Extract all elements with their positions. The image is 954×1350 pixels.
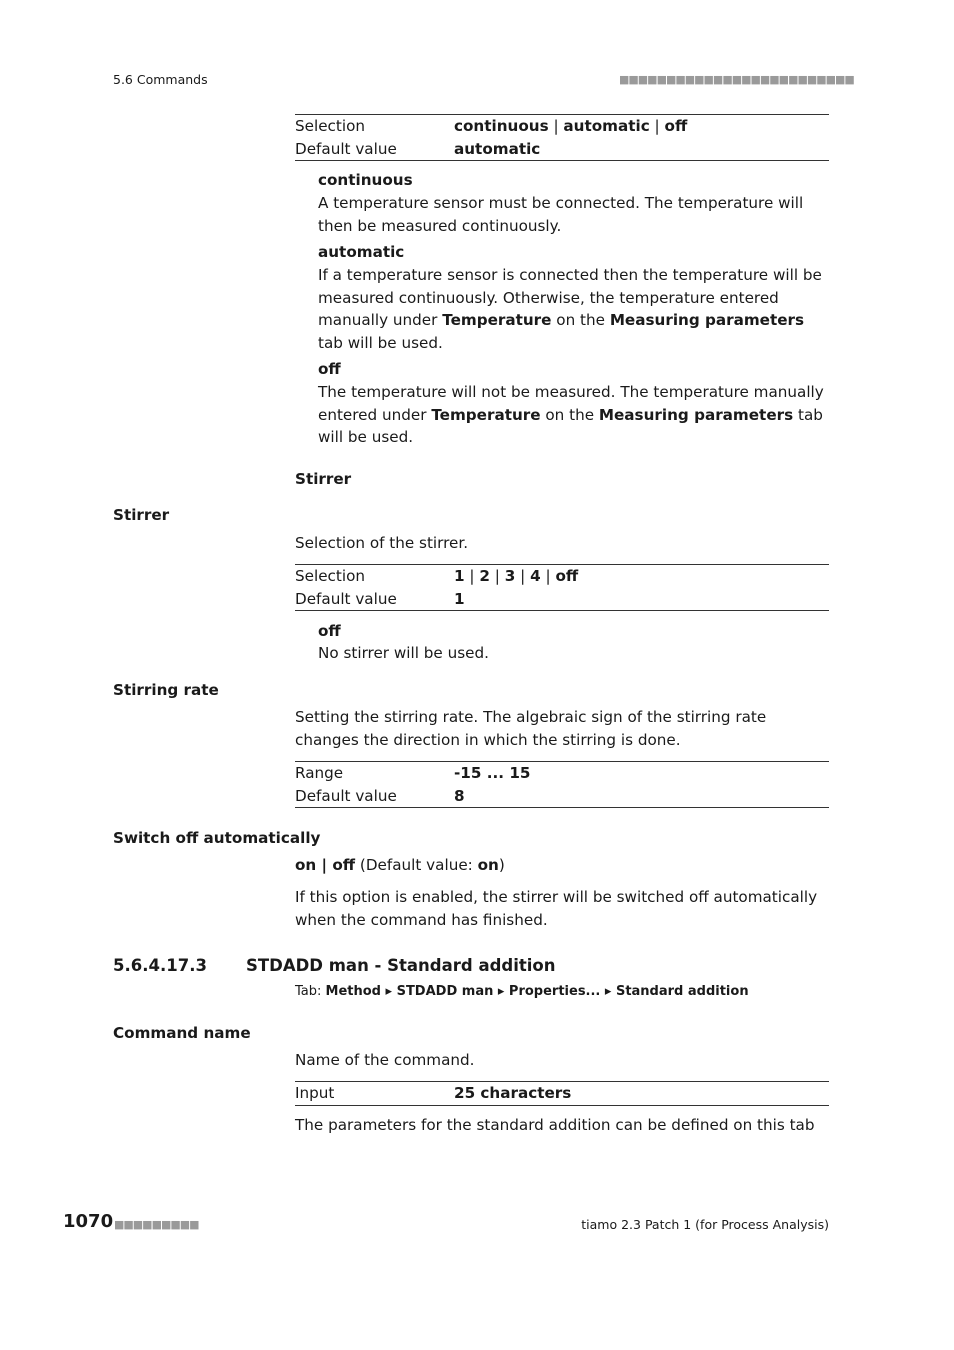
stirrer-group-heading: Stirrer xyxy=(295,470,352,488)
header-decoration: ■■■■■■■■■■■■■■■■■■■■■■■■■ xyxy=(619,73,854,86)
option-title-off: off xyxy=(318,360,341,378)
stirrer-parameter-table xyxy=(295,564,829,611)
stirrer-option-text-off: No stirrer will be used. xyxy=(318,644,489,662)
table-row xyxy=(295,115,829,138)
stirrer-description: Selection of the stirrer. xyxy=(295,534,469,552)
option-title-automatic: automatic xyxy=(318,243,405,261)
option-text-continuous: A temperature sensor must be connected. The temperature will then be measured continuously. xyxy=(318,194,804,235)
option-text-off: The temperature will not be measured. The temperature manually entered under Temperature on the Measuring parameters tab will be used. xyxy=(318,383,824,446)
table-row: Input 25 characters xyxy=(295,1084,572,1102)
tab-breadcrumb: Tab: Method ▸ STDADD man ▸ Properties... ▸ Standard addition xyxy=(295,984,749,999)
command-name-label: Command name xyxy=(113,1024,251,1042)
footer-decoration: ■■■■■■■■■ xyxy=(114,1218,199,1231)
stirrer-option-title-off: off xyxy=(318,622,341,640)
footer-product: tiamo 2.3 Patch 1 (for Process Analysis) xyxy=(581,1217,829,1232)
option-text-automatic: If a temperature sensor is connected then the temperature will be measured continuously. Otherwise, the temperature entered manually under Temperature on the Measuring parameters tab will be used. xyxy=(318,266,822,352)
stirring-rate-parameter-table xyxy=(295,761,829,808)
option-title-continuous: continuous xyxy=(318,171,413,189)
switch-off-label: Switch off automatically xyxy=(113,829,321,847)
table-row: Selection 1 | 2 | 3 | 4 | off xyxy=(295,565,829,588)
selection-label: Selection xyxy=(295,117,365,135)
stirring-rate-description: Setting the stirring rate. The algebraic sign of the stirring rate changes the direction in which the stirring is done. xyxy=(295,708,767,749)
stirrer-label: Stirrer xyxy=(113,506,170,524)
table-row: Default value 8 xyxy=(295,786,465,805)
command-name-description: Name of the command. xyxy=(295,1051,475,1069)
closing-text: The parameters for the standard addition can be defined on this tab xyxy=(295,1116,815,1134)
table-row: Range -15 ... 15 xyxy=(295,764,531,782)
default-label: Default value xyxy=(295,139,397,158)
section-number: 5.6.4.17.3 xyxy=(113,956,207,975)
table-row: Default value 1 xyxy=(295,589,465,608)
command-name-parameter-table xyxy=(295,1081,829,1106)
temperature-parameter-table xyxy=(295,114,829,161)
switch-off-description: If this option is enabled, the stirrer will be switched off automatically when the command has finished. xyxy=(295,888,818,929)
table-row xyxy=(295,138,829,161)
stirring-rate-label: Stirring rate xyxy=(113,681,219,699)
running-header-section: 5.6 Commands xyxy=(113,72,208,87)
default-value: automatic xyxy=(454,139,541,158)
page-number: 1070 xyxy=(63,1211,114,1232)
selection-values: continuous | automatic | off xyxy=(454,117,688,135)
section-title: STDADD man - Standard addition xyxy=(246,956,556,975)
switch-off-options: on | off (Default value: on) xyxy=(295,856,505,874)
stirrer-selection-values: 1 | 2 | 3 | 4 | off xyxy=(454,567,579,585)
